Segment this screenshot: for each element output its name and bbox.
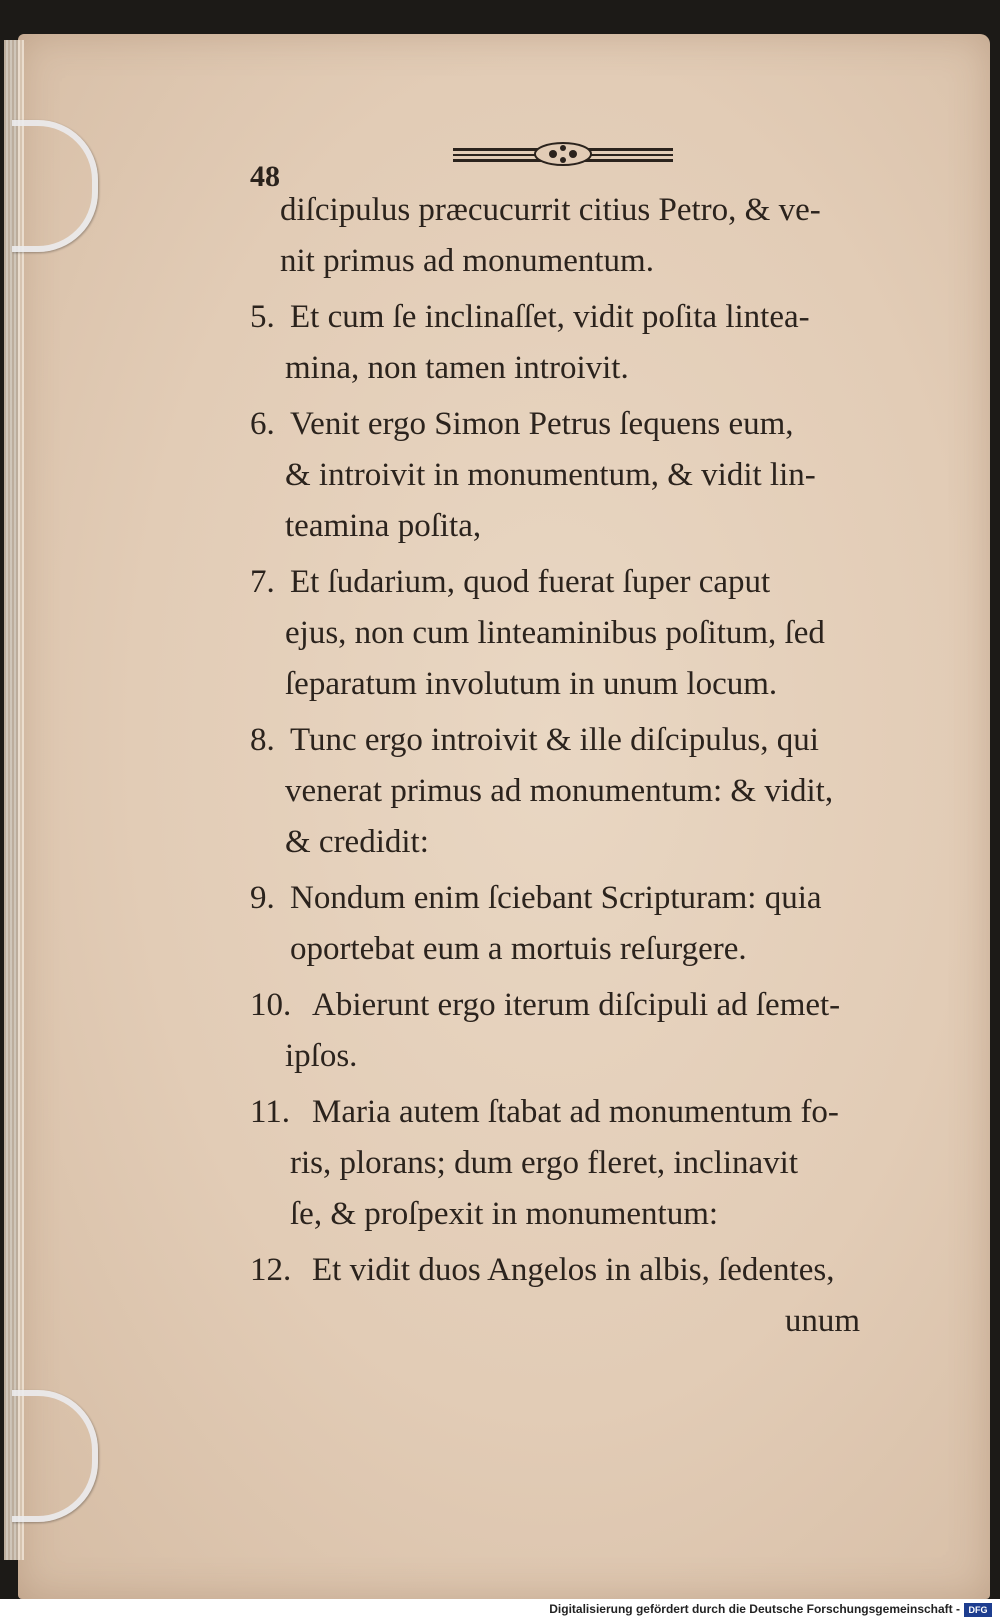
verse-number: 7. — [250, 564, 275, 600]
text-line: oportebat eum a mortuis reſurgere. — [290, 931, 747, 967]
text-line: Et cum ſe inclinaſſet, vidit poſita lintea- — [290, 299, 810, 335]
text-line: ris, plorans; dum ergo fleret, inclinavit — [290, 1145, 799, 1181]
text-line: nit primus ad monumentum. — [280, 243, 654, 279]
verse-number: 8. — [250, 722, 275, 758]
text-line: mina, non tamen introivit. — [285, 350, 629, 386]
page-text — [250, 185, 890, 1352]
verse-7 — [250, 557, 890, 710]
verse-11 — [250, 1087, 890, 1240]
verse-number: 11. — [250, 1094, 291, 1130]
verse-10 — [250, 980, 890, 1082]
page-edges — [4, 40, 24, 1560]
text-line: & introivit in monumentum, & vidit lin- — [285, 457, 816, 493]
catchword: unum — [784, 1303, 860, 1339]
verse-number: 12. — [250, 1252, 292, 1288]
text-line: Et ſudarium, quod fuerat ſuper caput — [290, 564, 771, 600]
text-line: diſcipulus præcucurrit citius Petro, & ve- — [280, 192, 821, 228]
text-line: ſe, & proſpexit in monumentum: — [290, 1196, 719, 1232]
verse-12 — [250, 1245, 890, 1347]
continued-verse — [250, 185, 890, 287]
text-line: ipſos. — [285, 1038, 358, 1074]
verse-6 — [250, 399, 890, 552]
text-line: Et vidit duos Angelos in albis, ſedentes, — [312, 1252, 835, 1288]
text-line: Abierunt ergo iterum diſcipuli ad ſemet- — [312, 987, 841, 1023]
text-line: Maria autem ſtabat ad monumentum fo- — [312, 1094, 839, 1130]
verse-number: 10. — [250, 987, 292, 1023]
text-line: & credidit: — [285, 824, 429, 860]
verse-number: 6. — [250, 406, 275, 442]
text-line: ſeparatum involutum in unum locum. — [285, 666, 778, 702]
verse-number: 5. — [250, 299, 275, 335]
footer-bar — [0, 1599, 1000, 1621]
page-number: 48 — [250, 160, 280, 193]
text-line: Nondum enim ſciebant Scripturam: quia — [290, 880, 822, 916]
text-line: Venit ergo Simon Petrus ſequens eum, — [290, 406, 794, 442]
dfg-logo-icon: DFG — [964, 1603, 992, 1617]
verse-8 — [250, 715, 890, 868]
text-line: venerat primus ad monumentum: & vidit, — [285, 773, 834, 809]
footer-credit: Digitalisierung gefördert durch die Deutsche Forschungsgemeinschaft - — [549, 1602, 960, 1616]
verse-9 — [250, 873, 890, 975]
verse-number: 9. — [250, 880, 275, 916]
text-line: ejus, non cum linteaminibus poſitum, ſed — [285, 615, 825, 651]
text-line: Tunc ergo introivit & ille diſcipulus, qui — [290, 722, 819, 758]
text-line: teamina poſita, — [285, 508, 482, 544]
header-ornament-icon — [453, 140, 673, 168]
verse-5 — [250, 292, 890, 394]
